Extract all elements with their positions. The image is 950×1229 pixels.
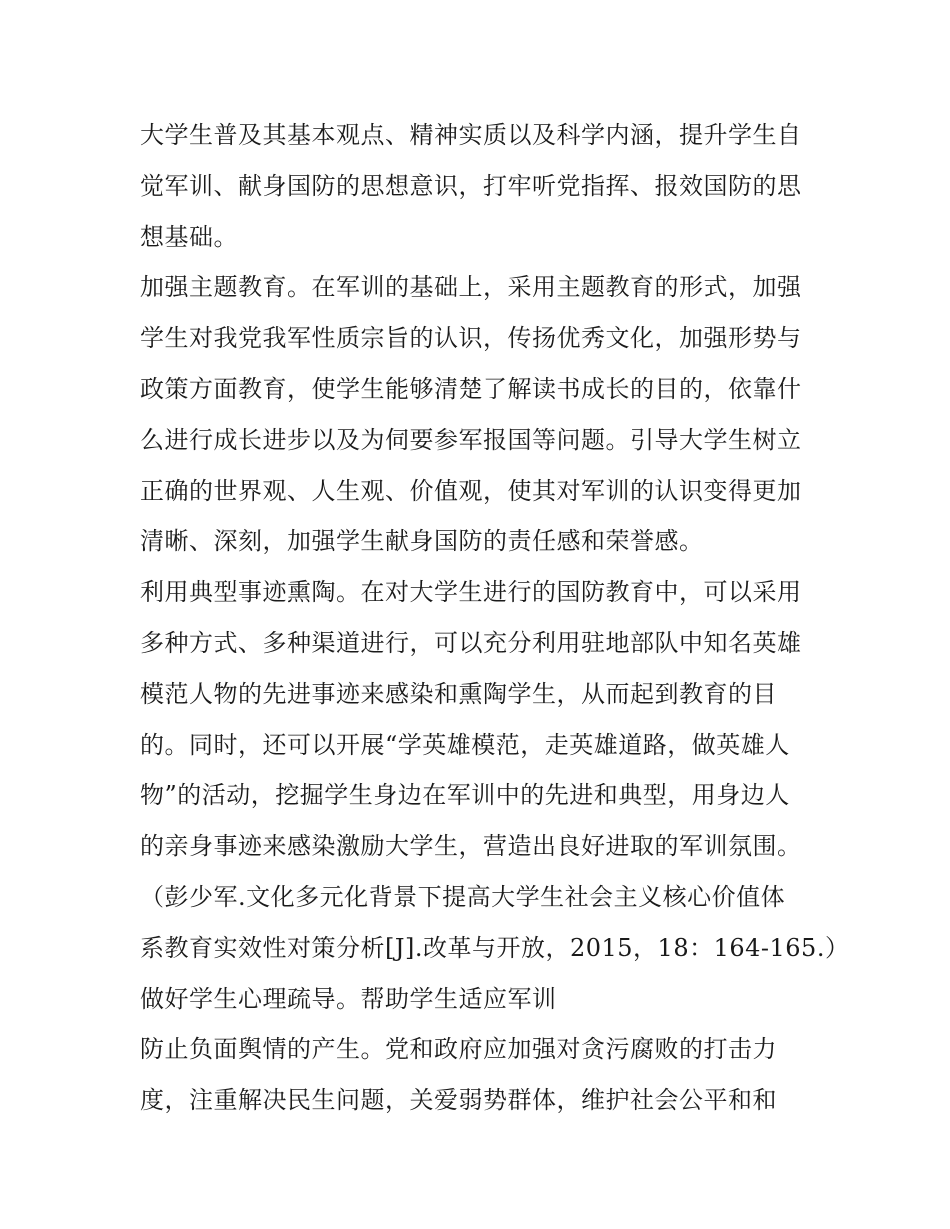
text-line: 的亲身事迹来感染激励大学生，营造出良好进取的军训氛围。 [140, 832, 802, 861]
text-line: 多种方式、多种渠道进行，可以充分利用驻地部队中知名英雄 [140, 628, 802, 657]
citation-line: 系教育实效性对策分析[J].改革与开放，2015，18：164-165.） [140, 933, 850, 962]
text-line: 么进行成长进步以及为伺要参军报国等问题。引导大学生树立 [140, 425, 802, 454]
document-body [140, 110, 850, 1126]
text-line: 觉军训、献身国防的思想意识，打牢听党指挥、报效国防的思 [140, 171, 802, 200]
section-heading-line: 做好学生心理疏导。帮助学生适应军训 [140, 984, 557, 1013]
text-line: 正确的世界观、人生观、价值观，使其对军训的认识变得更加 [140, 476, 802, 505]
text-line: 模范人物的先进事迹来感染和熏陶学生，从而起到教育的目 [140, 679, 777, 708]
text-line: 的。同时，还可以开展“学英雄模范，走英雄道路，做英雄人 [140, 730, 790, 759]
text-line: 利用典型事迹熏陶。在对大学生进行的国防教育中，可以采用 [140, 578, 802, 607]
text-line: 学生对我党我军性质宗旨的认识，传扬优秀文化，加强形势与 [140, 324, 802, 353]
text-line: 清晰、深刻，加强学生献身国防的责任感和荣誉感。 [140, 527, 704, 556]
text-line: 加强主题教育。在军训的基础上，采用主题教育的形式，加强 [140, 273, 802, 302]
text-line: 政策方面教育，使学生能够清楚了解读书成长的目的，依靠什 [140, 374, 802, 403]
text-line: 防止负面舆情的产生。党和政府应加强对贪污腐败的打击力 [140, 1035, 777, 1064]
text-line: 想基础。 [140, 222, 238, 251]
text-line: 物”的活动，挖掘学生身边在军训中的先进和典型，用身边人 [140, 781, 790, 810]
text-line: 度，注重解决民生问题，关爱弱势群体，维护社会公平和和 [140, 1086, 777, 1115]
text-line: 大学生普及其基本观点、精神实质以及科学内涵，提升学生自 [140, 121, 802, 149]
citation-line: （彭少军.文化多元化背景下提高大学生社会主义核心价值体 [140, 882, 786, 911]
